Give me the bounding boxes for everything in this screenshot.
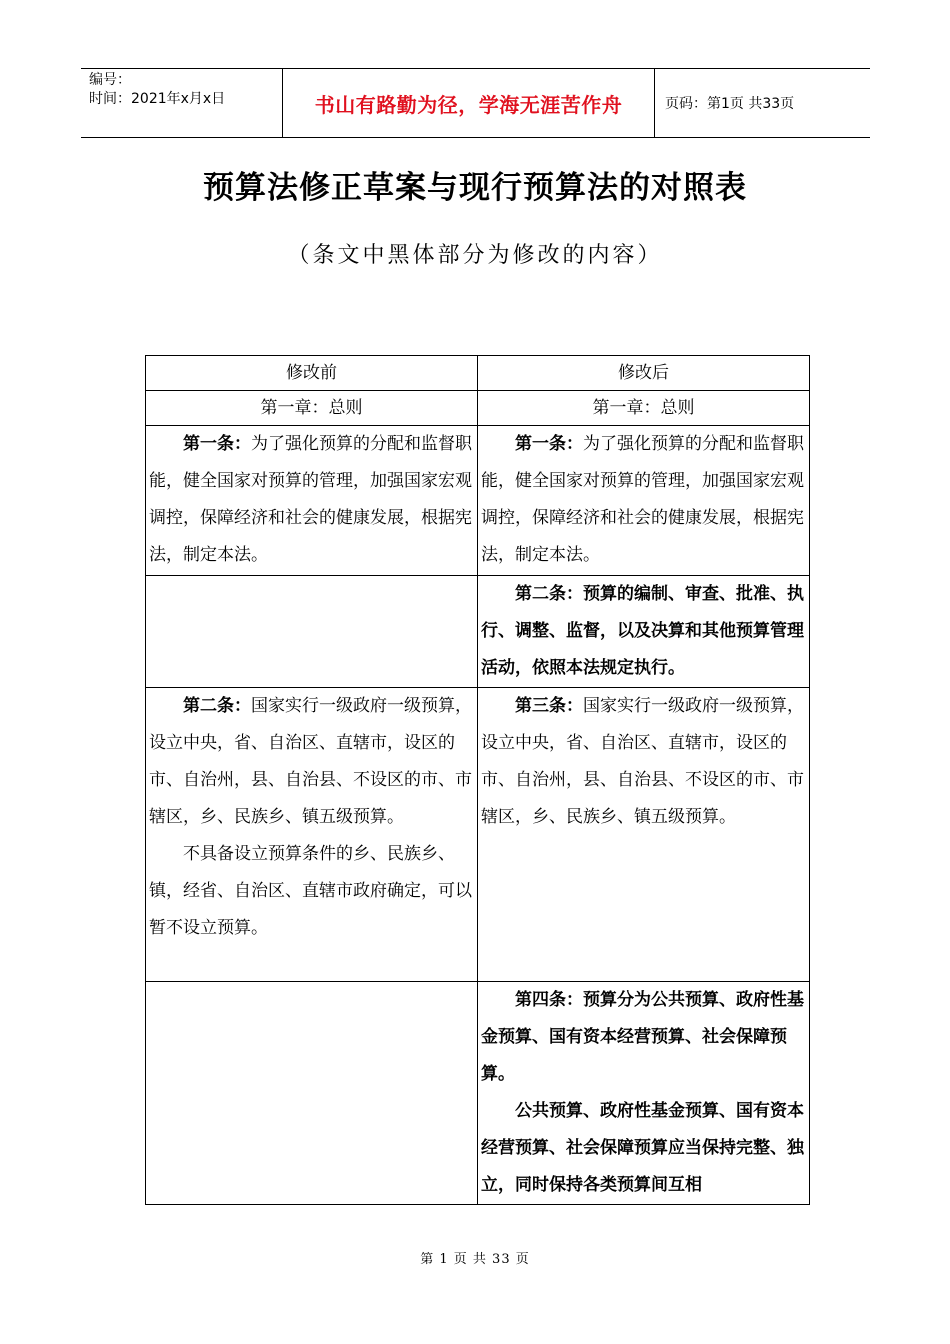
article-paragraph: 不具备设立预算条件的乡、民族乡、镇，经省、自治区、直辖市政府确定，可以暂不设立预算。 xyxy=(149,844,472,938)
page-title: 预算法修正草案与现行预算法的对照表 xyxy=(203,170,747,206)
header-page-info: 页码：第1页 共33页 xyxy=(665,96,795,112)
cell-after xyxy=(478,426,810,576)
cell-after xyxy=(478,982,810,1205)
chapter-row xyxy=(146,391,810,426)
column-header-before: 修改前 xyxy=(146,356,478,391)
cell-before xyxy=(146,688,478,982)
table-header-row xyxy=(146,356,810,391)
cell-after xyxy=(478,576,810,688)
page-footer: 第 1 页 共 33 页 xyxy=(420,1252,530,1267)
article-text: 国家实行一级政府一级预算，设立中央，省、自治区、直辖市，设区的市、自治州，县、自治县、不设区的市、市辖区，乡、民族乡、镇五级预算。 xyxy=(481,696,804,827)
table-row xyxy=(146,982,810,1205)
article-text: 国家实行一级政府一级预算，设立中央，省、自治区、直辖市，设区的市、自治州，县、自治县、不设区的市、市辖区，乡、民族乡、镇五级预算。 xyxy=(149,696,472,827)
cell-after xyxy=(478,688,810,982)
date-label: 时间：2021年x月x日 xyxy=(89,91,226,107)
article-label: 第四条： xyxy=(515,990,583,1010)
header-meta xyxy=(81,69,282,137)
header-motto: 书山有路勤为径，学海无涯苦作舟 xyxy=(282,69,655,137)
article-label: 第二条： xyxy=(183,696,251,716)
document-header xyxy=(81,68,870,138)
article-label: 第三条： xyxy=(515,696,583,716)
chapter-heading-before: 第一章：总则 xyxy=(146,391,478,426)
article-label: 第二条： xyxy=(515,584,583,604)
article-text: 预算的编制、审查、批准、执行、调整、监督，以及决算和其他预算管理活动，依照本法规定执行。 xyxy=(481,584,804,678)
table-row xyxy=(146,426,810,576)
cell-before xyxy=(146,426,478,576)
page-subtitle: （条文中黑体部分为修改的内容） xyxy=(287,243,663,268)
article-text: 为了强化预算的分配和监督职能，健全国家对预算的管理，加强国家宏观调控，保障经济和社会的健康发展，根据宪法，制定本法。 xyxy=(149,434,472,565)
article-paragraph: 公共预算、政府性基金预算、国有资本经营预算、社会保障预算应当保持完整、独立，同时保持各类预算间互相 xyxy=(481,1101,804,1195)
comparison-table xyxy=(145,355,810,1205)
cell-before-empty xyxy=(146,576,478,688)
table-row xyxy=(146,576,810,688)
number-label: 编号： xyxy=(89,72,131,88)
chapter-heading-after: 第一章：总则 xyxy=(478,391,810,426)
article-label: 第一条： xyxy=(515,434,583,454)
article-text: 为了强化预算的分配和监督职能，健全国家对预算的管理，加强国家宏观调控，保障经济和社会的健康发展，根据宪法，制定本法。 xyxy=(481,434,804,565)
table-row xyxy=(146,688,810,982)
cell-before-empty xyxy=(146,982,478,1205)
article-text: 预算分为公共预算、政府性基金预算、国有资本经营预算、社会保障预算。 xyxy=(481,990,804,1084)
column-header-after: 修改后 xyxy=(478,356,810,391)
article-label: 第一条： xyxy=(183,434,251,454)
